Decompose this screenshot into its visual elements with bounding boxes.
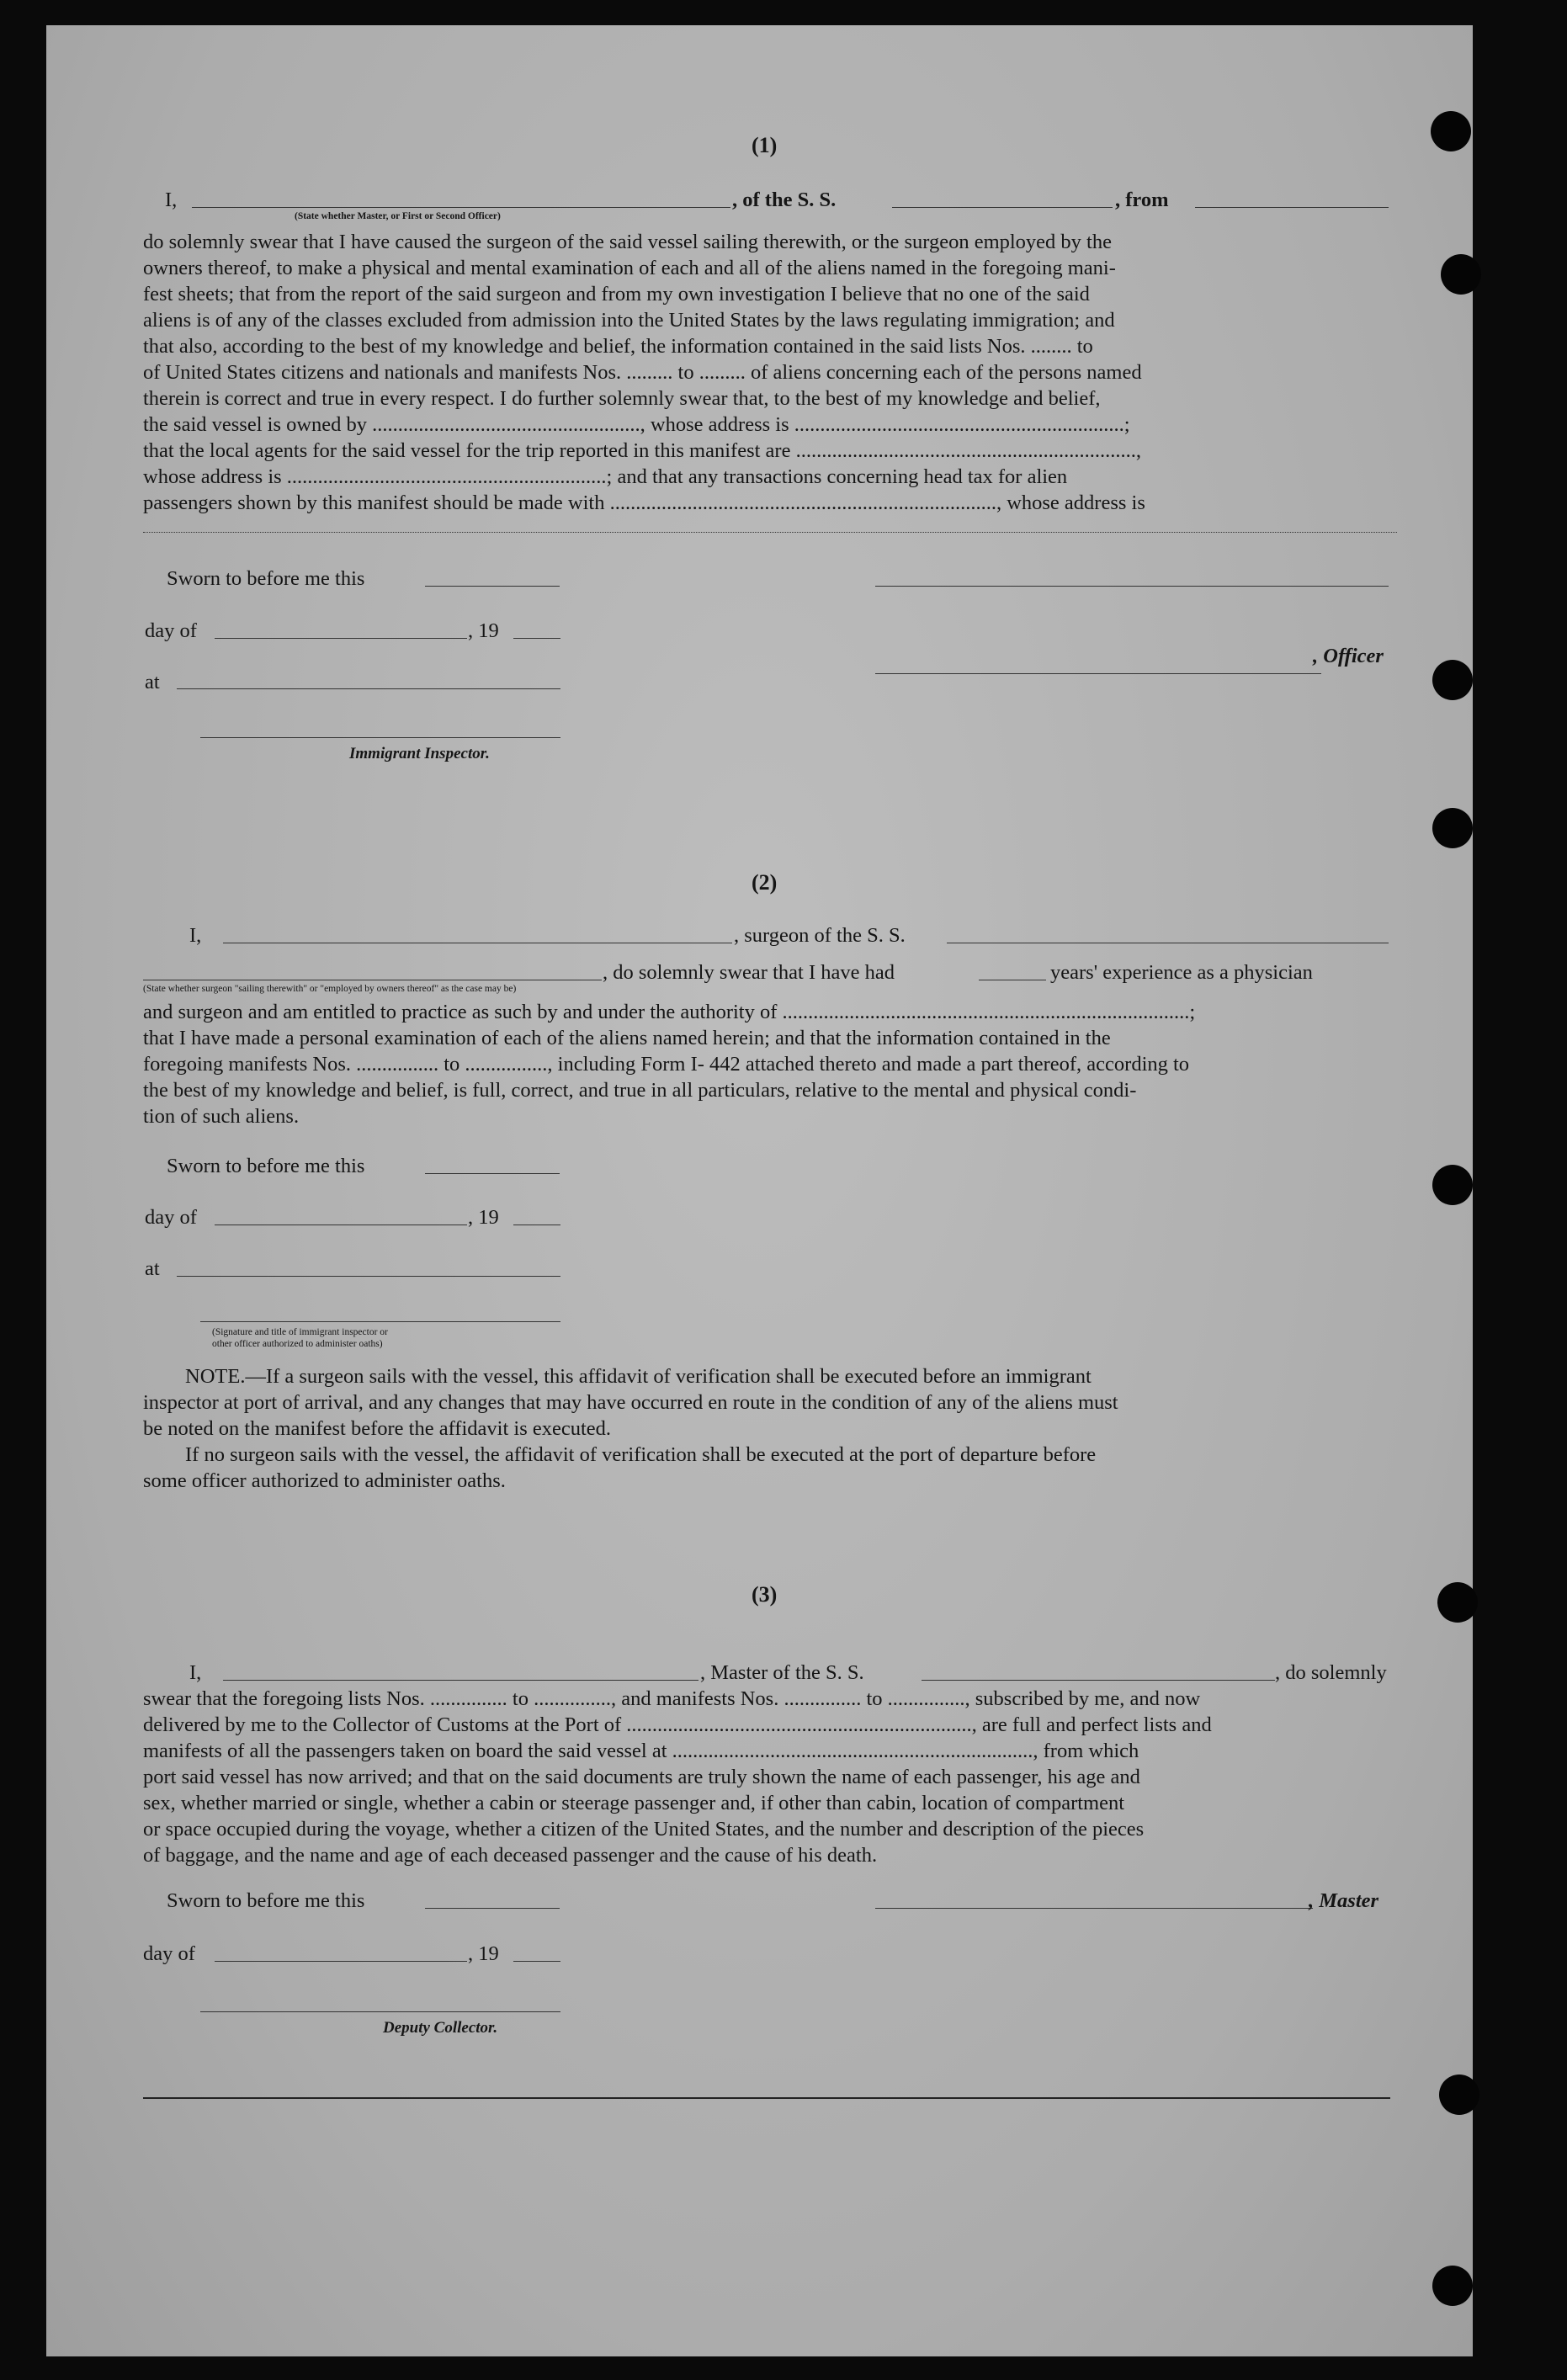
master-of-label: , Master of the S. S.	[700, 1661, 864, 1684]
day-of-label: day of	[145, 619, 197, 642]
note-text-start: —If a surgeon sails with the vessel, this affidavit of verification shall be executed before an immigrant	[245, 1365, 1092, 1388]
sworn-label: Sworn to before me this	[167, 567, 365, 590]
oath-line: port said vessel has now arrived; and that on the said documents are truly shown the name of each passenger, his age and	[143, 1766, 1140, 1788]
section-3-i: I,	[189, 1661, 202, 1684]
oath-line: of United States citizens and nationals and manifests Nos. ......... to ......... of aliens concerning each of the persons named	[143, 361, 1142, 384]
note-line: inspector at port of arrival, and any changes that may have occurred en route in the condition of any of the aliens must	[143, 1391, 1118, 1414]
section-2-oath-text	[143, 999, 1397, 1129]
signature-caption-1: (Signature and title of immigrant inspector or	[212, 1327, 388, 1337]
sworn-label: Sworn to before me this	[167, 1155, 365, 1177]
immigrant-inspector-label: Immigrant Inspector.	[349, 745, 490, 762]
note-text	[143, 1363, 1397, 1494]
note-line: If no surgeon sails with the vessel, the affidavit of verification shall be executed at the port of departure before	[185, 1443, 1097, 1466]
master-label: , Master	[1309, 1889, 1379, 1912]
officer-line	[875, 673, 1321, 674]
day-line	[215, 638, 467, 639]
oath-line: delivered by me to the Collector of Customs at the Port of ..................................................................., are full and perfect lists and	[143, 1713, 1212, 1736]
at-line	[177, 1276, 560, 1277]
from-line	[1195, 207, 1389, 208]
binder-hole	[1432, 1165, 1473, 1205]
note-label: NOTE.	[185, 1365, 246, 1388]
section-1-i: I,	[165, 189, 178, 211]
at-line	[177, 688, 560, 689]
binder-hole	[1432, 660, 1473, 700]
year-label: , 19	[468, 619, 499, 642]
of-the-ss-label: , of the S. S.	[732, 189, 837, 211]
oath-line: swear that the foregoing lists Nos. ............... to ..............., and manifests Nos. ............... to ..............., subscribed by me, and now	[143, 1687, 1201, 1710]
oath-line: aliens is of any of the classes excluded from admission into the United States by the laws regulating immigration; and	[143, 309, 1115, 332]
at-label: at	[145, 671, 160, 693]
oath-line: passengers shown by this manifest should be made with ..........................................................................., whose address is	[143, 491, 1145, 514]
oath-line: the said vessel is owned by ...................................................., whose address is ................................................................;	[143, 413, 1130, 436]
day-line	[215, 1961, 467, 1962]
note-line	[143, 1363, 1397, 1389]
oath-line: that I have made a personal examination of each of the aliens named herein; and that the information contained in the	[143, 1027, 1111, 1049]
officer-caption: (State whether Master, or First or Second Officer)	[295, 211, 501, 221]
officer-name-line	[192, 207, 730, 208]
oath-line: fest sheets; that from the report of the said surgeon and from my own investigation I believe that no one of the said	[143, 283, 1090, 305]
bottom-rule	[143, 2097, 1390, 2099]
oath-line: that the local agents for the said vessel for the trip reported in this manifest are ..................................................................,	[143, 439, 1141, 462]
signature-caption-2: other officer authorized to administer oaths)	[212, 1339, 383, 1349]
oath-line: tion of such aliens.	[143, 1105, 300, 1128]
address-line	[143, 532, 1397, 533]
year-line	[513, 638, 560, 639]
oath-line: owners thereof, to make a physical and mental examination of each and all of the aliens named in the foregoing mani-	[143, 257, 1116, 279]
oath-line: whose address is ..............................................................; and that any transactions concerning head tax for alien	[143, 465, 1068, 488]
surgeon-of-label: , surgeon of the S. S.	[734, 924, 906, 947]
section-1-oath-text	[143, 229, 1397, 516]
oath-line: do solemnly swear that I have caused the surgeon of the said vessel sailing therewith, or the surgeon employed by the	[143, 231, 1112, 253]
note-line: be noted on the manifest before the affidavit is executed.	[143, 1417, 612, 1440]
oath-line: the best of my knowledge and belief, is full, correct, and true in all particulars, relative to the mental and physical condi-	[143, 1079, 1137, 1102]
day-of-label: day of	[143, 1942, 195, 1965]
oath-line: of baggage, and the name and age of each deceased passenger and the cause of his death.	[143, 1844, 878, 1867]
at-label: at	[145, 1257, 160, 1280]
section-1-number: (1)	[752, 133, 778, 157]
do-solemnly-label: , do solemnly swear that I have had	[603, 961, 895, 984]
oath-line: or space occupied during the voyage, whether a citizen of the United States, and the number and description of the pieces	[143, 1818, 1145, 1841]
deputy-collector-label: Deputy Collector.	[383, 2019, 498, 2037]
sworn-line	[425, 1908, 560, 1909]
binder-hole	[1431, 111, 1471, 151]
surgeon-caption: (State whether surgeon "sailing therewith" or "employed by owners thereof" as the case may be)	[143, 984, 517, 994]
binder-hole	[1441, 254, 1481, 295]
sworn-line	[425, 586, 560, 587]
oath-line: that also, according to the best of my knowledge and belief, the information contained in the said lists Nos. ........ to	[143, 335, 1093, 358]
note-line: some officer authorized to administer oaths.	[143, 1469, 506, 1492]
sworn-label: Sworn to before me this	[167, 1889, 365, 1912]
year-label: , 19	[468, 1942, 499, 1965]
vessel-name-line	[892, 207, 1113, 208]
oath-line: foregoing manifests Nos. ................ to ................, including Form I- 442 attached thereto and made a part thereof, according to	[143, 1053, 1190, 1076]
year-line	[513, 1961, 560, 1962]
section-2-i: I,	[189, 924, 202, 947]
do-solemnly-label: , do solemnly	[1275, 1661, 1387, 1684]
binder-hole	[1432, 2266, 1473, 2306]
officer-label: , Officer	[1313, 645, 1384, 667]
master-name-line	[223, 1680, 699, 1681]
years-label: years' experience as a physician	[1050, 961, 1313, 984]
master-signature-line	[875, 1908, 1313, 1909]
oath-line: manifests of all the passengers taken on board the said vessel at ......................................................................, from which	[143, 1740, 1139, 1762]
from-label: , from	[1115, 189, 1169, 211]
oath-line: therein is correct and true in every respect. I do further solemnly swear that, to the best of my knowledge and belief,	[143, 387, 1101, 410]
binder-hole	[1432, 808, 1473, 848]
section-3-number: (3)	[752, 1582, 778, 1607]
binder-hole	[1439, 2075, 1479, 2115]
inspector-line	[200, 737, 560, 738]
sworn-line	[425, 1173, 560, 1174]
officer-signature-line	[875, 586, 1389, 587]
oath-line: sex, whether married or single, whether a cabin or steerage passenger and, if other than cabin, location of compartment	[143, 1792, 1125, 1814]
section-3-oath-text	[143, 1686, 1397, 1868]
master-vessel-line	[922, 1680, 1275, 1681]
section-2-number: (2)	[752, 870, 778, 895]
oath-line: and surgeon and am entitled to practice as such by and under the authority of ...............................................................................;	[143, 1001, 1196, 1023]
year-label: , 19	[468, 1206, 499, 1229]
day-of-label: day of	[145, 1206, 197, 1229]
signature-line	[200, 1321, 560, 1322]
collector-line	[200, 2011, 560, 2012]
binder-hole	[1437, 1582, 1478, 1623]
